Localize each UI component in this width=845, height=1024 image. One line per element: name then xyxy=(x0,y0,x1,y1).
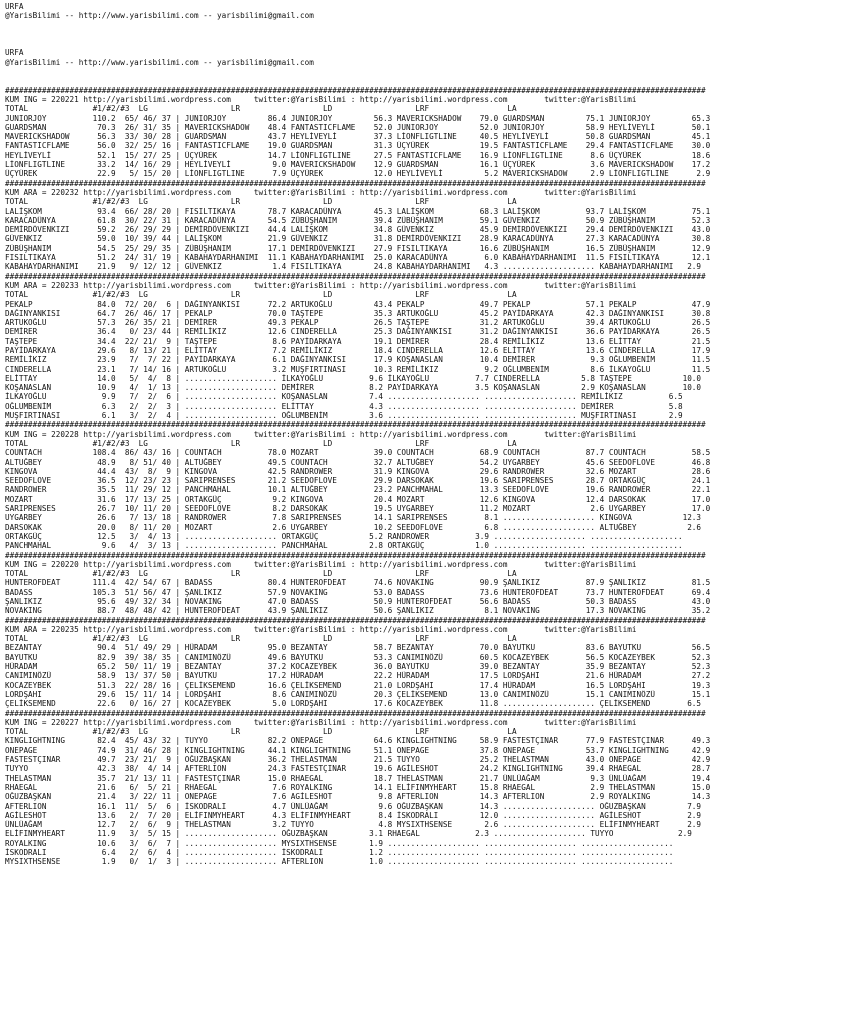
result-row: FISILTIKAYA 51.2 24/ 31/ 19 | KABAHAYDARHANIMI 11.1 KABAHAYDARHANIMI 25.0 KARACADÜNYA 6.0 KABAHAYDARHANIMI 11.5 FISILTIKAYA 12.1 xyxy=(5,253,711,263)
result-row: ONEPAGE 74.9 31/ 46/ 28 | KINGLIGHTNING 44.1 KINGLIGHTNING 51.1 ONEPAGE 37.8 ONEPAGE 53.7 KINGLIGHTNING 42.9 xyxy=(5,745,711,755)
separator-line: ######################################################################################################################################################## xyxy=(5,178,706,188)
result-row: JUNIORJOY 110.2 65/ 46/ 37 | JUNIORJOY 86.4 JUNIORJOY 56.3 MAVERICKSHADOW 79.0 GUARDSMAN 75.1 JUNIORJOY 65.3 xyxy=(5,113,711,123)
result-row: ARTUKOĞLU 57.3 26/ 35/ 21 | DEMİRER 49.3 PEKALP 26.5 TAŞTEPE 31.2 ARTUKOĞLU 39.4 ARTUKOĞLU 26.5 xyxy=(5,318,711,328)
result-row: HÜRADAM 65.2 50/ 11/ 19 | BEZANTAY 37.2 KOCAZEYBEK 36.0 BAYUTKU 39.0 BEZANTAY 35.9 BEZANTAY 52.3 xyxy=(5,662,711,672)
separator-line: ######################################################################################################################################################## xyxy=(5,271,706,281)
result-row: RHAEGAL 21.6 6/ 5/ 21 | RHAEGAL 7.6 ROYALKING 14.1 ELİFINMYHEART 15.8 RHAEGAL 2.9 THELASTMAN 15.0 xyxy=(5,782,711,792)
result-row: LORDŞAHI 29.6 15/ 11/ 14 | LORDŞAHI 8.6 CANIMINÖZÜ 20.3 ÇELİKSEMEND 13.0 CANIMINÖZÜ 15.1 CANIMINÖZÜ 15.1 xyxy=(5,689,711,699)
result-row: TUYYO 42.3 38/ 4/ 14 | AFTERLION 24.3 FASTESTÇINAR 19.6 AGİLESHOT 24.2 KINGLIGHTNING 39.4 RHAEGAL 28.7 xyxy=(5,764,711,774)
result-row: KOŞANASLAN 10.9 4/ 1/ 13 | .................... DEMİRER 8.2 PAYİDARKAYA 3.5 KOŞANASLAN 2.9 KOŞANASLAN 10.0 xyxy=(5,383,702,393)
result-row: GUARDSMAN 70.3 26/ 31/ 35 | MAVERICKSHADOW 48.4 FANTASTICFLAME 52.0 JUNIORJOY 52.0 JUNIORJOY 58.9 HEYLİVEYLİ 50.1 xyxy=(5,122,711,132)
result-row: TAŞTEPE 34.4 22/ 21/ 9 | TAŞTEPE 8.6 PAYİDARKAYA 19.1 DEMİRER 28.4 REMİLİKIZ 13.6 ELİTTAY 21.5 xyxy=(5,336,711,346)
result-row: RANDROWER 35.5 11/ 29/ 12 | PANCHMAHAL 10.1 ALTUĞBEY 23.2 PANCHMAHAL 13.3 SEEDOFLOVE 19.6 RANDROWER 22.1 xyxy=(5,485,711,495)
separator-line: ######################################################################################################################################################## xyxy=(5,85,706,95)
separator-line: ######################################################################################################################################################## xyxy=(5,615,706,625)
result-row: LALİŞKOM 93.4 66/ 28/ 20 | FISILTIKAYA 78.7 KARACADÜNYA 45.3 LALİŞKOM 68.3 LALİŞKOM 93.7 LALİŞKOM 75.1 xyxy=(5,206,711,216)
result-row: ÇELİKSEMEND 22.6 0/ 16/ 27 | KOCAZEYBEK 5.0 LORDŞAHI 17.6 KOCAZEYBEK 11.8 .................... ÇELİKSEMEND 6.5 xyxy=(5,699,702,709)
result-row: KINGOVA 44.4 43/ 8/ 9 | KINGOVA 42.5 RANDROWER 31.9 KINGOVA 29.6 RANDROWER 32.6 MOZART 28.6 xyxy=(5,466,711,476)
result-row: DEMİRDÖVENKIZI 59.2 26/ 29/ 29 | DEMİRDÖVENKIZI 44.4 LALİŞKOM 34.8 GÜVENKIZ 45.9 DEMİRDÖVENKIZI 29.4 DEMİRDÖVENKIZI 43.0 xyxy=(5,225,711,235)
result-row: FASTESTÇINAR 49.7 23/ 21/ 9 | OĞUZBAŞKAN 36.2 THELASTMAN 21.5 TUYYO 25.2 THELASTMAN 43.0 ONEPAGE 42.9 xyxy=(5,755,711,765)
blank-line xyxy=(5,76,845,85)
result-row: PANCHMAHAL 9.6 4/ 3/ 13 | .................... PANCHMAHAL 2.8 ORTAKGÜÇ 1.0 .................... .................... xyxy=(5,541,683,551)
race-header: KUM ARA = 220232 http://yarisbilimi.wordpress.com twitter:@YarisBilimi : http://yarisbilimi.wordpress.com twitter:@YarisBilimi xyxy=(5,187,637,197)
result-row: İLKAYOĞLU 9.9 7/ 2/ 6 | .................... KOŞANASLAN 7.4 .................... .................... REMİLİKIZ 6.5 xyxy=(5,392,683,402)
race-header: KUM ARA = 220235 http://yarisbilimi.wordpress.com twitter:@YarisBilimi : http://yarisbilimi.wordpress.com twitter:@YarisBilimi xyxy=(5,624,637,634)
column-header: TOTAL #1/#2/#3 LG LR LD LRF LA xyxy=(5,197,517,207)
column-header: TOTAL #1/#2/#3 LG LR LD LRF LA xyxy=(5,104,517,114)
result-row: DEMİRER 36.4 0/ 23/ 44 | REMİLİKIZ 12.6 CINDERELLA 25.3 DAĞINYANKISI 31.2 DAĞINYANKISI 36.6 PAYİDARKAYA 26.5 xyxy=(5,327,711,337)
result-row: PAYİDARKAYA 29.6 8/ 13/ 21 | ELİTTAY 7.2 REMİLİKIZ 18.4 CINDERELLA 12.6 ELİTTAY 13.6 CINDERELLA 17.9 xyxy=(5,345,711,355)
blank-line xyxy=(5,30,845,39)
result-row: OĞUZBAŞKAN 21.4 3/ 22/ 11 | ONEPAGE 7.6 AGİLESHOT 9.8 AFTERLION 14.3 AFTERLION 2.9 ROYALKING 14.3 xyxy=(5,792,711,802)
result-row: ÜNLÜAĞAM 12.7 2/ 6/ 9 | THELASTMAN 3.2 TUYYO 4.8 MYSIXTHSENSE 2.6 .................... ELİFINMYHEART 2.9 xyxy=(5,820,702,830)
result-row: PEKALP 84.0 72/ 20/ 6 | DAĞINYANKISI 72.2 ARTUKOĞLU 43.4 PEKALP 49.7 PEKALP 57.1 PEKALP 47.9 xyxy=(5,299,711,309)
result-row: GÜVENKIZ 59.0 10/ 39/ 44 | LALİŞKOM 21.9 GÜVENKIZ 31.8 DEMİRDÖVENKIZI 28.9 KARACADÜNYA 27.3 KARACADÜNYA 30.8 xyxy=(5,234,711,244)
result-row: ZÜBÜŞHANIM 54.5 25/ 29/ 35 | ZÜBÜŞHANIM 17.1 DEMİRDÖVENKIZI 27.9 FISILTIKAYA 16.6 ZÜBÜŞHANIM 16.5 ZÜBÜŞHANIM 12.9 xyxy=(5,243,711,253)
result-row: UYGARBEY 26.6 7/ 13/ 18 | RANDROWER 7.8 SARIPRENSES 14.1 SARIPRENSES 8.1 .................... KINGOVA 12.3 xyxy=(5,513,702,523)
result-row: BEZANTAY 90.4 51/ 49/ 29 | HÜRADAM 95.0 BEZANTAY 58.7 BEZANTAY 70.0 BAYUTKU 83.6 BAYUTKU 56.5 xyxy=(5,643,711,653)
page-title: URFA xyxy=(5,48,24,58)
result-row: SEEDOFLOVE 36.5 12/ 23/ 23 | SARIPRENSES 21.2 SEEDOFLOVE 29.9 DARSOKAK 19.6 SARIPRENSES 28.7 ORTAKGÜÇ 24.1 xyxy=(5,476,711,486)
result-row: OĞLUMBENİM 6.3 2/ 2/ 3 | .................... ELİTTAY 4.3 .................... .................... DEMİRER 5.8 xyxy=(5,401,683,411)
result-row: ORTAKGÜÇ 12.5 3/ 4/ 13 | .................... ORTAKGÜÇ 5.2 RANDROWER 3.9 .................... .................... xyxy=(5,531,683,541)
column-header: TOTAL #1/#2/#3 LG LR LD LRF LA xyxy=(5,727,517,737)
result-row: COUNTACH 108.4 86/ 43/ 16 | COUNTACH 78.0 MOZART 39.0 COUNTACH 68.9 COUNTACH 87.7 COUNTACH 58.5 xyxy=(5,448,711,458)
result-row: KINGLIGHTNING 82.4 45/ 43/ 32 | TUYYO 82.2 ONEPAGE 64.6 KINGLIGHTNING 58.9 FASTESTÇINAR 77.9 FASTESTÇINAR 49.3 xyxy=(5,736,711,746)
result-row: ŞANLIKIZ 95.6 49/ 32/ 34 | NOVAKING 47.0 BADASS 50.9 HUNTEROFDEAT 56.6 BADASS 50.3 BADASS 43.0 xyxy=(5,597,711,606)
result-row: MYSIXTHSENSE 1.9 0/ 1/ 3 | .................... AFTERLION 1.0 .................... .................... .................... xyxy=(5,857,674,867)
race-header: KUM ING = 220228 http://yarisbilimi.wordpress.com twitter:@YarisBilimi : http://yarisbilimi.wordpress.com twitter:@YarisBilimi xyxy=(5,429,637,439)
column-header: TOTAL #1/#2/#3 LG LR LD LRF LA xyxy=(5,634,517,644)
result-row: KABAHAYDARHANIMI 21.9 9/ 12/ 12 | GÜVENKIZ 1.4 FISILTIKAYA 24.8 KABAHAYDARHANIMI 4.3 .................... KABAHAYDARHANIMI 2.9 xyxy=(5,262,702,272)
result-row: ELİFINMYHEART 11.9 3/ 5/ 15 | .................... OĞUZBAŞKAN 3.1 RHAEGAL 2.3 .................... TUYYO 2.9 xyxy=(5,829,692,839)
result-row: ROYALKING 10.6 3/ 6/ 7 | .................... MYSIXTHSENSE 1.9 .................... .................... .................... xyxy=(5,838,674,848)
result-row: THELASTMAN 35.7 21/ 13/ 11 | FASTESTÇINAR 15.0 RHAEGAL 18.7 THELASTMAN 21.7 ÜNLÜAĞAM 9.3 ÜNLÜAĞAM 19.4 xyxy=(5,773,711,783)
result-row: FANTASTICFLAME 56.0 32/ 25/ 16 | FANTASTICFLAME 19.0 GUARDSMAN 31.3 ÜÇYÜREK 19.5 FANTASTICFLAME 29.4 FANTASTICFLAME 30.0 xyxy=(5,141,711,151)
result-row: LİONFLIGTLINE 33.2 14/ 16/ 29 | HEYLİVEYLİ 9.0 MAVERICKSHADOW 12.9 GUARDSMAN 16.1 ÜÇYÜREK 3.6 MAVERICKSHADOW 17.2 xyxy=(5,160,711,170)
separator-line: ######################################################################################################################################################## xyxy=(5,420,706,430)
result-row: NOVAKING 88.7 48/ 48/ 42 | HUNTEROFDEAT 43.9 ŞANLIKIZ 50.6 ŞANLIKIZ 8.1 NOVAKING 17.3 NOVAKING 35.2 xyxy=(5,606,711,616)
race-header: KUM ING = 220227 http://yarisbilimi.wordpress.com twitter:@YarisBilimi : http://yarisbilimi.wordpress.com twitter:@YarisBilimi xyxy=(5,717,637,727)
result-row: SARIPRENSES 26.7 10/ 11/ 20 | SEEDOFLOVE 8.2 DARSOKAK 19.5 UYGARBEY 11.2 MOZART 2.6 UYGARBEY 17.0 xyxy=(5,504,711,514)
column-header: TOTAL #1/#2/#3 LG LR LD LRF LA xyxy=(5,569,517,579)
blank-line xyxy=(5,67,845,76)
result-row: DARSOKAK 20.0 8/ 11/ 20 | MOZART 2.6 UYGARBEY 10.2 SEEDOFLOVE 6.8 .................... ALTUĞBEY 2.6 xyxy=(5,522,702,532)
result-row: CINDERELLA 23.1 7/ 14/ 16 | ARTUKOĞLU 3.2 MUŞFIRTINASI 10.3 REMİLİKIZ 9.2 OĞLUMBENİM 8.6 İLKAYOĞLU 11.5 xyxy=(5,364,711,374)
result-row: KOCAZEYBEK 51.3 22/ 28/ 16 | ÇELİKSEMEND 16.6 ÇELİKSEMEND 21.0 LORDŞAHI 17.4 HÜRADAM 16.5 LORDŞAHI 19.3 xyxy=(5,680,711,690)
result-row: AFTERLION 16.1 11/ 5/ 6 | İSKODRALI 4.7 ÜNLÜAĞAM 9.6 OĞUZBAŞKAN 14.3 .................... OĞUZBAŞKAN 7.9 xyxy=(5,801,702,811)
result-row: REMİLİKIZ 23.9 7/ 7/ 22 | PAYİDARKAYA 6.1 DAĞINYANKISI 17.9 KOŞANASLAN 10.4 DEMİRER 9.3 OĞLUMBENİM 11.5 xyxy=(5,355,711,365)
source-line: @YarisBilimi -- http://www.yarisbilimi.com -- yarisbilimi@gmail.com xyxy=(5,11,314,21)
result-row: BADASS 105.3 51/ 56/ 47 | ŞANLIKIZ 57.9 NOVAKING 53.0 BADASS 73.6 HUNTEROFDEAT 73.7 HUNTEROFDEAT 69.4 xyxy=(5,587,711,597)
separator-line: ######################################################################################################################################################## xyxy=(5,550,706,560)
result-row: MUŞFIRTINASI 6.1 3/ 2/ 4 | .................... OĞLUMBENİM 3.6 .................... .................... MUŞFIRTINASI 2.9 xyxy=(5,411,683,421)
result-row: ALTUĞBEY 48.9 8/ 51/ 40 | ALTUĞBEY 49.5 COUNTACH 32.7 ALTUĞBEY 54.2 UYGARBEY 45.6 SEEDOFLOVE 46.8 xyxy=(5,457,711,467)
result-row: ÜÇYÜREK 22.9 5/ 15/ 20 | LİONFLIGTLINE 7.9 ÜÇYÜREK 12.0 HEYLİVEYLİ 5.2 MAVERICKSHADOW 2.9 LİONFLIGTLINE 2.9 xyxy=(5,169,711,179)
page-title: URFA xyxy=(5,2,24,11)
separator-line: ######################################################################################################################################################## xyxy=(5,708,706,718)
result-row: BAYUTKU 82.9 39/ 38/ 35 | CANIMINÖZÜ 49.6 BAYUTKU 53.3 CANIMINÖZÜ 60.5 KOCAZEYBEK 56.5 KOCAZEYBEK 52.3 xyxy=(5,652,711,662)
result-row: HEYLİVEYLİ 52.1 15/ 27/ 25 | ÜÇYÜREK 14.7 LİONFLIGTLINE 27.5 FANTASTICFLAME 16.9 LİONFLIGTLINE 8.6 ÜÇYÜREK 18.6 xyxy=(5,150,711,160)
race-header: KUM ING = 220221 http://yarisbilimi.wordpress.com twitter:@YarisBilimi : http://yarisbilimi.wordpress.com twitter:@YarisBilimi xyxy=(5,94,637,104)
result-row: MOZART 31.6 17/ 13/ 25 | ORTAKGÜÇ 9.2 KINGOVA 20.4 MOZART 12.6 KINGOVA 12.4 DARSOKAK 17.0 xyxy=(5,494,711,504)
column-header: TOTAL #1/#2/#3 LG LR LD LRF LA xyxy=(5,290,517,300)
race-header: KUM ARA = 220233 http://yarisbilimi.wordpress.com twitter:@YarisBilimi : http://yarisbilimi.wordpress.com twitter:@YarisBilimi xyxy=(5,280,637,290)
source-line: @YarisBilimi -- http://www.yarisbilimi.com -- yarisbilimi@gmail.com xyxy=(5,57,314,67)
result-row: DAĞINYANKISI 64.7 26/ 46/ 17 | PEKALP 70.0 TAŞTEPE 35.3 ARTUKOĞLU 45.2 PAYİDARKAYA 42.3 DAĞINYANKISI 30.8 xyxy=(5,308,711,318)
result-row: KARACADÜNYA 61.8 30/ 22/ 31 | KARACADÜNYA 54.5 ZÜBÜŞHANIM 39.4 ZÜBÜŞHANIM 59.1 GÜVENKIZ 50.9 ZÜBÜŞHANIM 52.3 xyxy=(5,215,711,225)
result-row: CANIMINÖZÜ 58.9 13/ 37/ 50 | BAYUTKU 17.2 HÜRADAM 22.2 HÜRADAM 17.5 LORDŞAHI 21.6 HÜRADAM 27.2 xyxy=(5,671,711,681)
result-row: ELİTTAY 14.0 5/ 4/ 8 | .................... İLKAYOĞLU 9.6 İLKAYOĞLU 7.7 CINDERELLA 5.8 TAŞTEPE 10.0 xyxy=(5,373,702,383)
blank-line xyxy=(5,21,845,30)
blank-line xyxy=(5,39,845,48)
race-header: KUM ING = 220220 http://yarisbilimi.wordpress.com twitter:@YarisBilimi : http://yarisbilimi.wordpress.com twitter:@YarisBilimi xyxy=(5,559,637,569)
result-row: AGİLESHOT 13.6 2/ 7/ 20 | ELİFINMYHEART 4.3 ELİFINMYHEART 8.4 İSKODRALI 12.0 .................... AGİLESHOT 2.9 xyxy=(5,810,702,820)
result-row: İSKODRALI 6.4 2/ 6/ 4 | .................... İSKODRALI 1.2 .................... .................... .................... xyxy=(5,848,674,858)
result-row: MAVERICKSHADOW 56.3 33/ 30/ 28 | GUARDSMAN 43.7 HEYLİVEYLİ 37.3 LİONFLIGTLINE 40.5 HEYLİVEYLİ 50.8 GUARDSMAN 45.1 xyxy=(5,132,711,142)
result-row: HUNTEROFDEAT 111.4 42/ 54/ 67 | BADASS 80.4 HUNTEROFDEAT 74.6 NOVAKING 90.9 ŞANLIKIZ 87.9 ŞANLIKIZ 81.5 xyxy=(5,578,711,588)
column-header: TOTAL #1/#2/#3 LG LR LD LRF LA xyxy=(5,438,517,448)
